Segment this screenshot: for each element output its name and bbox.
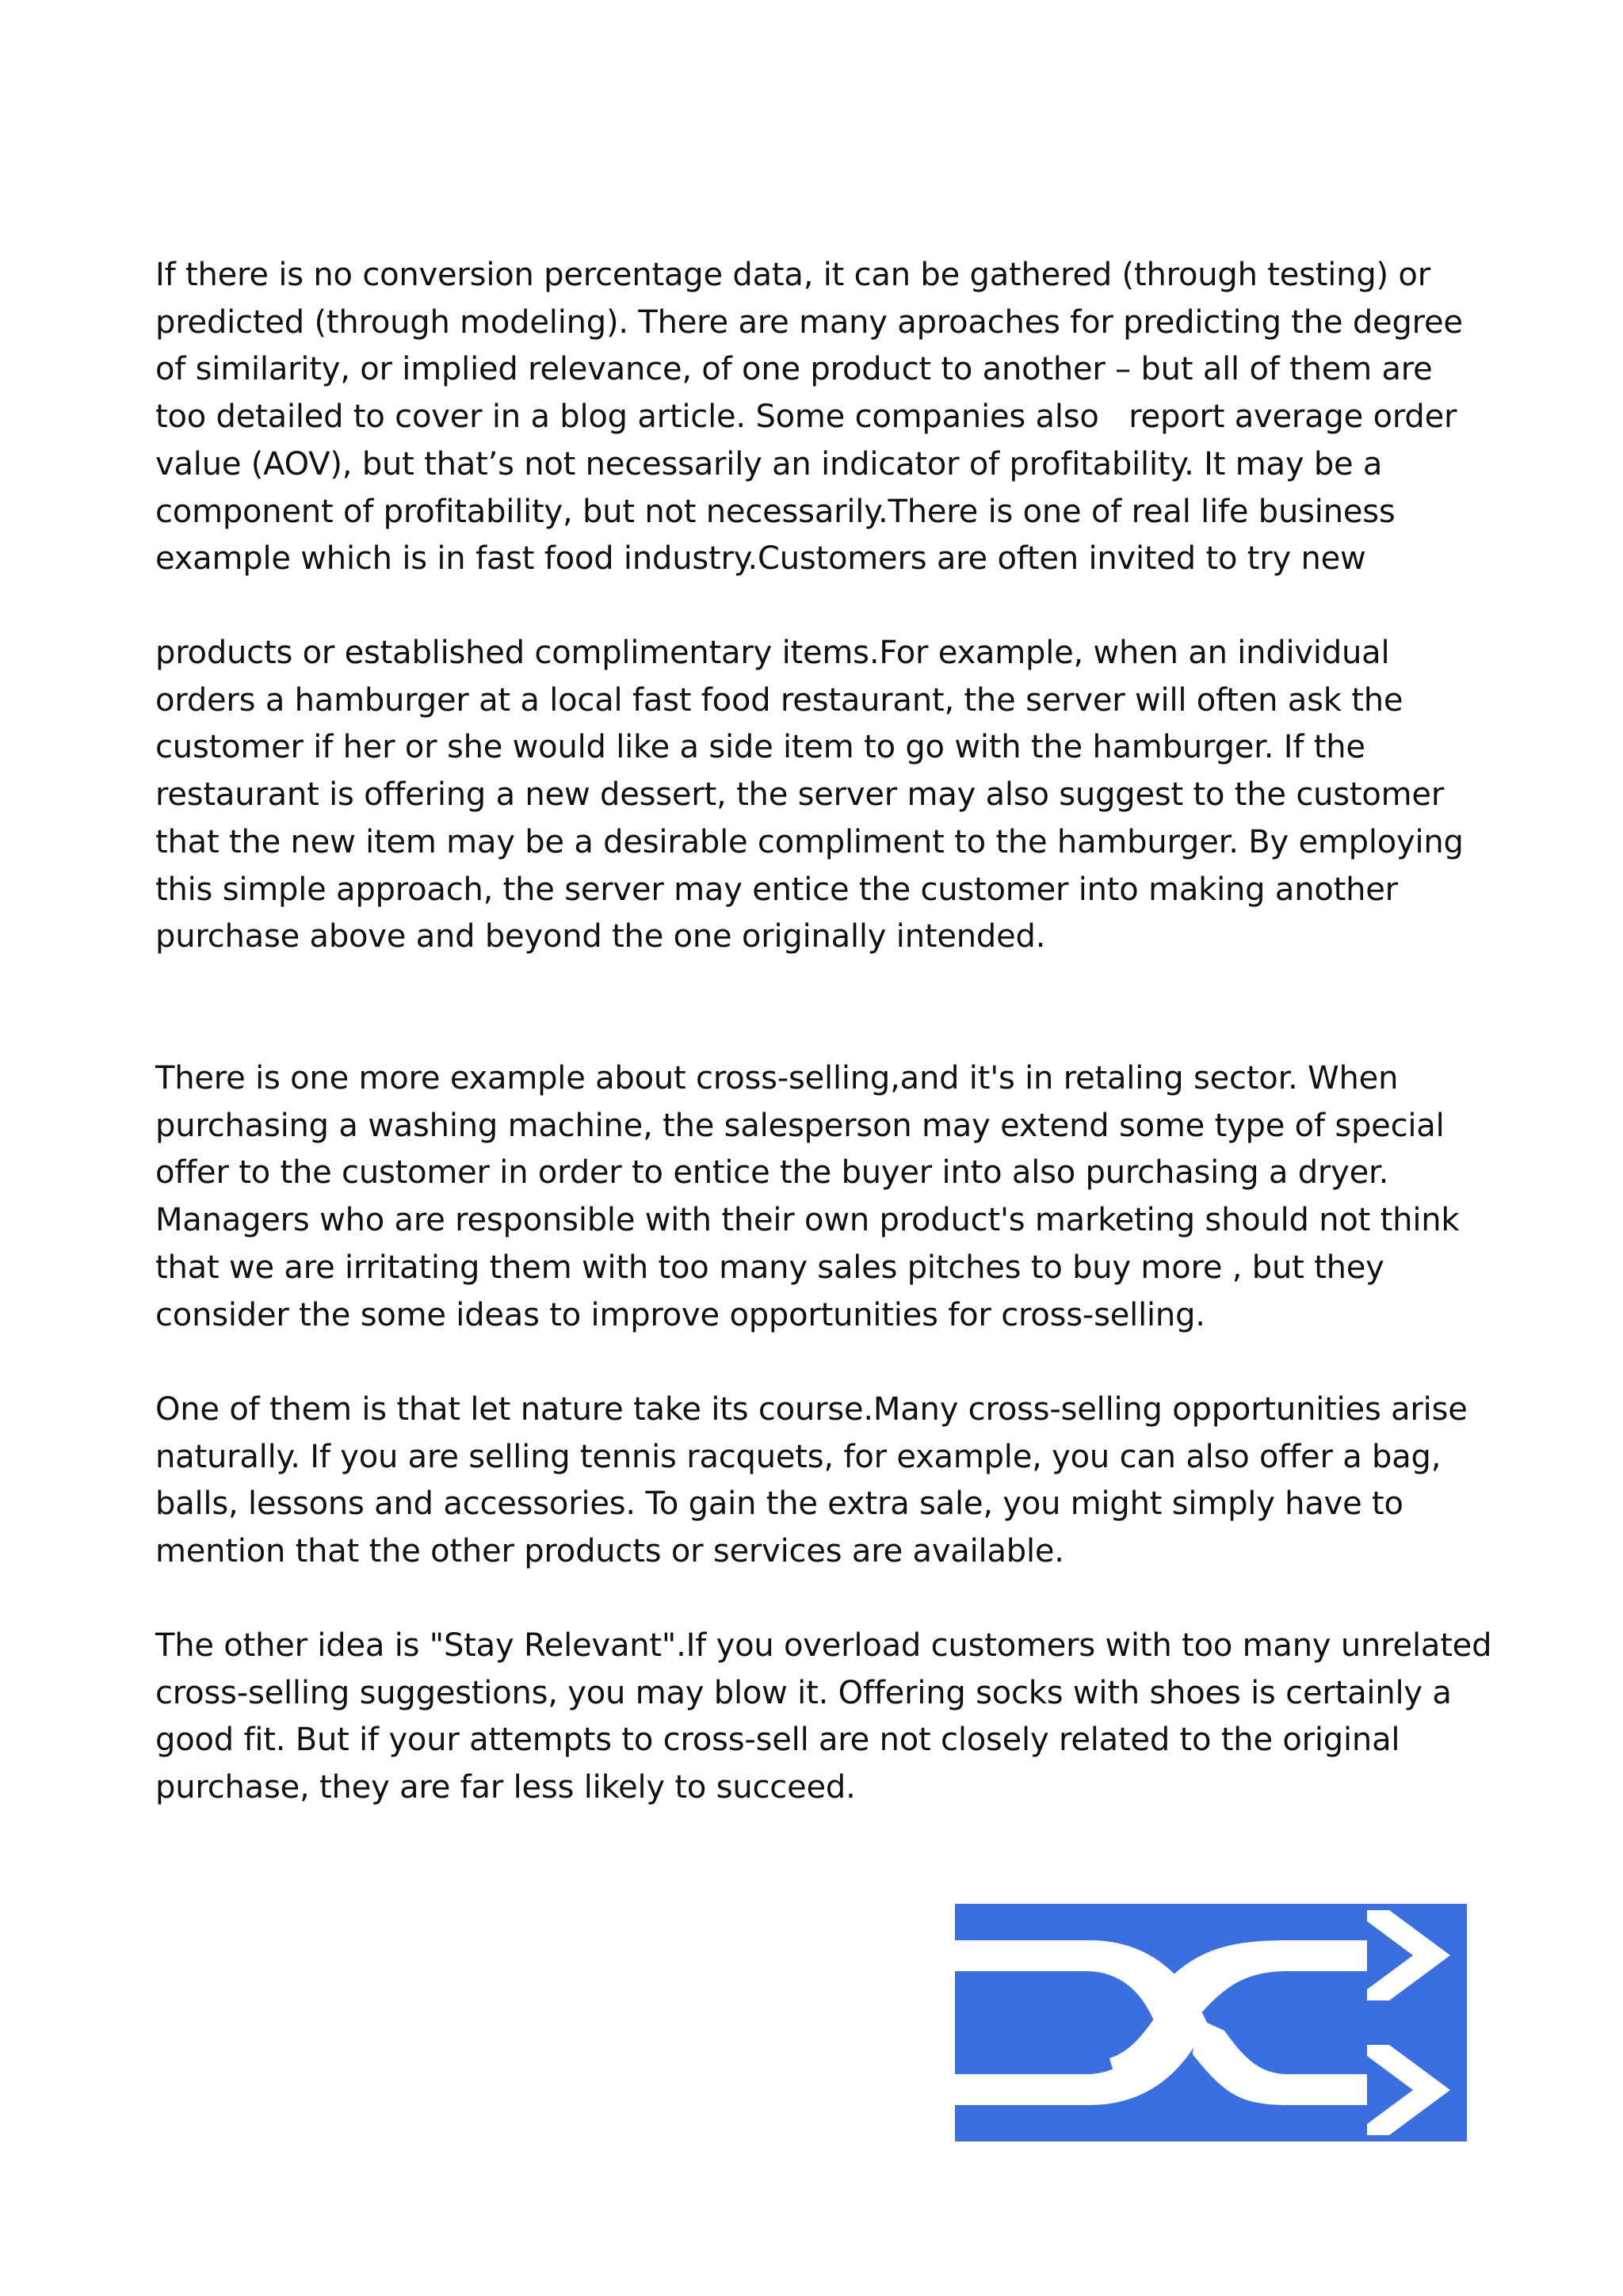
paragraph-retail-example: [155, 1055, 1518, 1339]
text-line: naturally. If you are selling tennis racquets, for example, you can also offer a bag,: [155, 1438, 1442, 1475]
text-line: offer to the customer in order to entice the buyer into also purchasing a dryer.: [155, 1154, 1389, 1192]
text-line: predicted (through modeling). There are many aproaches for predicting the degree: [155, 303, 1463, 341]
text-line: mention that the other products or services are available.: [155, 1533, 1064, 1570]
text-line: If there is no conversion percentage data, it can be gathered (through testing) or: [155, 257, 1430, 293]
logo-background: [955, 1904, 1467, 2142]
paragraph-stay-relevant: [155, 1623, 1518, 1812]
text-line: One of them is that let nature take its course.Many cross-selling opportunities arise: [155, 1391, 1468, 1428]
text-line: orders a hamburger at a local fast food restaurant, the server will often ask the: [155, 681, 1403, 719]
text-line: customer if her or she would like a side item to go with the hamburger. If the: [155, 729, 1365, 766]
paragraph-let-nature-take-course: [155, 1386, 1518, 1576]
text-line: this simple approach, the server may entice the customer into making another: [155, 871, 1398, 908]
paragraph-fast-food-example: [155, 630, 1518, 961]
text-line: value (AOV), but that’s not necessarily an indicator of profitability. It may be a: [155, 445, 1383, 482]
text-line: There is one more example about cross-selling,and it's in retaling sector. When: [155, 1060, 1399, 1097]
text-line: products or established complimentary items.For example, when an individual: [155, 635, 1390, 671]
text-line: consider the some ideas to improve opportunities for cross-selling.: [155, 1296, 1205, 1333]
text-line: good fit. But if your attempts to cross-sell are not closely related to the original: [155, 1722, 1400, 1759]
text-line: restaurant is offering a new dessert, the server may also suggest to the customer: [155, 776, 1445, 814]
text-line: of similarity, or implied relevance, of one product to another – but all of them are: [155, 351, 1433, 388]
text-line: example which is in fast food industry.Customers are often invited to try new: [155, 540, 1366, 578]
text-line: purchasing a washing machine, the salesperson may extend some type of special: [155, 1107, 1445, 1144]
text-line: cross-selling suggestions, you may blow it. Offering socks with shoes is certainly a: [155, 1674, 1452, 1711]
text-line: balls, lessons and accessories. To gain the extra sale, you might simply have to: [155, 1486, 1403, 1523]
paragraph-conversion-data: [155, 252, 1518, 583]
text-line: Managers who are responsible with their own product's marketing should not think: [155, 1202, 1460, 1239]
text-line: that the new item may be a desirable compliment to the hamburger. By employing: [155, 823, 1464, 860]
text-line: The other idea is "Stay Relevant".If you overload customers with too many unrelated: [155, 1627, 1492, 1664]
shuffle-arrows-icon: [955, 1904, 1467, 2142]
text-line: component of profitability, but not necessarily.There is one of real life business: [155, 493, 1396, 530]
text-line: that we are irritating them with too many sales pitches to buy more , but they: [155, 1249, 1384, 1286]
text-line: purchase above and beyond the one originally intended.: [155, 918, 1046, 955]
text-line: too detailed to cover in a blog article. Some companies also report average order: [155, 399, 1457, 436]
text-line: purchase, they are far less likely to succeed.: [155, 1769, 856, 1806]
